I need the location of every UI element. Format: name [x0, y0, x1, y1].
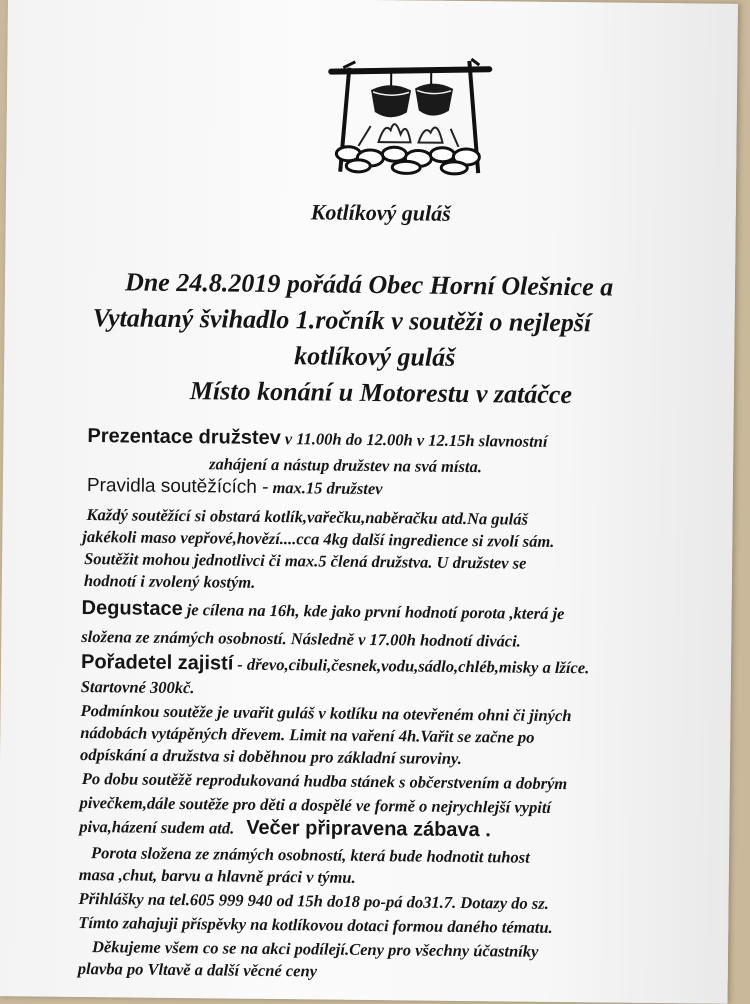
header-line-1: Dne 24.8.2019 pořádá Obec Horní Olešnice a	[124, 267, 614, 302]
header-line-2: Vytahaný švihadlo 1.ročník v soutěži o nejlepší	[92, 303, 592, 338]
degustace-line	[81, 597, 564, 625]
closing-line-2: Děkujeme všem co se na akci podílejí.Ceny pro všechny účastníky	[91, 937, 539, 961]
degustace-text: je cílena na 16h, kde jako první hodnotí porota ,která je	[186, 600, 565, 624]
pravidla-heading: Pravidla soutěžících -	[86, 475, 269, 498]
prezentace-text-2: zahájení a nástup družstev na svá místa.	[209, 454, 482, 477]
pravidla-line-3: Soutěžit mohou jednotlivci či max.5 člená družstva. U družstev se	[84, 549, 527, 573]
pravidla-line-1: Každý soutěžící si obstará kotlík,vařečku,naběračku atd.Na guláš	[86, 505, 529, 529]
poradatel-line	[81, 651, 589, 679]
podminky-line-5: pivečkem,dále soutěže pro děti a dospělé ve formě o nejrychlejší vypití	[79, 792, 552, 817]
podminky-line-3: odpískání a družstva si doběhnou pro základní suroviny.	[79, 744, 462, 768]
piva-text: piva,házení sudem atd.	[79, 816, 235, 838]
closing-line-3: plavba po Vltavě a další věcné ceny	[77, 958, 318, 981]
header-line-3: kotlíkový guláš	[294, 341, 456, 372]
degustace-text-2: složena ze známých osobností. Následně v 17.00h hodnotí diváci.	[81, 626, 521, 651]
pravidla-line-4: hodnotí i zvolený kostým.	[83, 571, 256, 592]
prezentace-heading: Prezentace družstev	[87, 425, 281, 450]
degustace-heading: Degustace	[81, 596, 183, 621]
poradatel-heading: Pořadetel zajistí	[80, 650, 234, 675]
title: Kotlíkový guláš	[310, 199, 451, 226]
piva-line	[79, 815, 491, 842]
podminky-line-4: Po dobu soutěžě reprodukovaná hudba stánek s občerstvením a dobrým	[81, 768, 568, 794]
closing-line-1: Tímto zahajuji příspěvky na kotlíkovou dotaci formou daného tématu.	[78, 912, 553, 937]
poradatel-text: - dřevo,cibuli,česnek,vodu,sádlo,chléb,misky a lžíce.	[237, 654, 590, 678]
pravidla-text: max.15 družstev	[272, 477, 383, 499]
pravidla-line	[87, 475, 383, 500]
prezentace-line	[87, 425, 547, 453]
podminky-line-2: nádobách vytápěných dřevem. Limit na vaření 4h.Vařit se začne po	[80, 722, 535, 747]
pravidla-line-2: jakékoli maso vepřové,hovězí....cca 4kg další ingredience si zvolí sám.	[82, 526, 555, 551]
porota-line-1: Porota složena ze známých osobností, která bude hodnotit tuhost	[90, 843, 530, 867]
vecer-text: Večer připravena zábava .	[246, 816, 491, 842]
porota-line-2: masa ,chut, barvu a hlavně práci v týmu.	[78, 864, 356, 887]
cauldron-illustration	[318, 49, 499, 176]
startovne-text: Startovné 300kč.	[80, 676, 195, 698]
header-line-4: Místo konání u Motorestu v zatáčce	[189, 376, 573, 410]
prezentace-text: v 11.00h do 12.00h v 12.15h slavnostní	[284, 429, 548, 451]
podminky-line-1: Podmínkou soutěže je uvařit guláš v kotlíku na otevřeném ohni či jiných	[80, 700, 572, 726]
prihlasky-text: Přihlášky na tel.605 999 940 od 15h do18 po-pá do31.7. Dotazy do sz.	[78, 888, 549, 913]
